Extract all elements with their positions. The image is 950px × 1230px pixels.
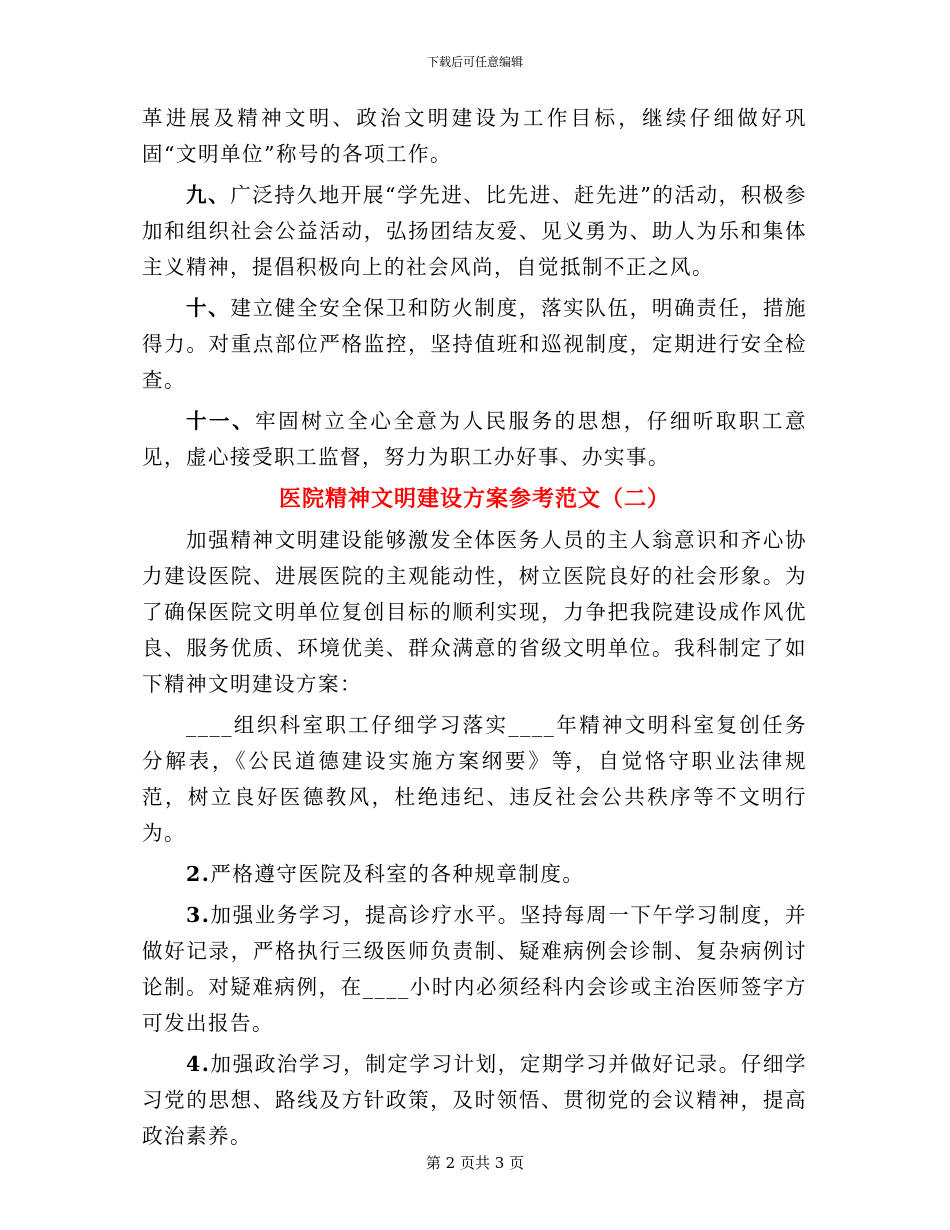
paragraph-item-3: [142, 897, 807, 1041]
paragraph-text: 牢固树立全心全意为人民服务的思想，仔细听取职工意见，虚心接受职工监督，努力为职工办好事、办实事。: [142, 409, 808, 469]
paragraph-text: 严格遵守医院及科室的各种规章制度。: [210, 862, 585, 886]
paragraph-text: 加强精神文明建设能够激发全体医务人员的主人翁意识和齐心协力建设医院、进展医院的主观能动性，树立医院良好的社会形象。为了确保医院文明单位复创目标的顺利实现，力争把我院建设成作风优良、服务优质、环境优美、群众满意的省级文明单位。我科制定了如下精神文明建设方案：: [142, 528, 807, 696]
paragraph-item-2: [142, 856, 807, 892]
item-number: 十、: [186, 296, 231, 320]
paragraph-intro: [142, 522, 807, 702]
item-number: 3.: [186, 903, 211, 927]
item-number: 4.: [186, 1052, 211, 1076]
paragraph-continuation: [142, 100, 807, 172]
paragraph-text: 广泛持久地开展“学先进、比先进、赶先进”的活动，积极参加和组织社会公益活动，弘扬团结友爱、见义勇为、助人为乐和集体主义精神，提倡积极向上的社会风尚，自觉抵制不正之风。: [142, 183, 807, 279]
document-body: [142, 100, 807, 1159]
paragraph-item-11: [142, 403, 807, 475]
item-number: 2.: [186, 862, 211, 886]
paragraph-text: 革进展及精神文明、政治文明建设为工作目标，继续仔细做好巩固“文明单位”称号的各项工作。: [142, 106, 807, 166]
page-header: 下载后可任意编辑: [426, 55, 523, 69]
paragraph-item-4: [142, 1046, 807, 1154]
paragraph-text: 加强政治学习，制定学习计划，定期学习并做好记录。仔细学习党的思想、路线及方针政策，及时领悟、贯彻党的会议精神，提高政治素养。: [142, 1052, 807, 1148]
paragraph-item-10: [142, 290, 807, 398]
item-number: 十一、: [186, 409, 256, 433]
paragraph-text: 加强业务学习，提高诊疗水平。坚持每周一下午学习制度，并做好记录，严格执行三级医师负责制、疑难病例会诊制、复杂病例讨论制。对疑难病例，在____小时内必须经科内会诊或主治医师签字方可发出报告。: [142, 903, 807, 1035]
paragraph-item-1: [142, 707, 807, 851]
paragraph-text: 建立健全安全保卫和防火制度，落实队伍，明确责任，措施得力。对重点部位严格监控，坚持值班和巡视制度，定期进行安全检查。: [142, 296, 808, 392]
section-title: 医院精神文明建设方案参考范文（二）: [278, 486, 670, 512]
page-footer: 第 2 页共 3 页: [425, 1154, 525, 1172]
paragraph-item-9: [142, 177, 807, 285]
item-number: 九、: [186, 183, 231, 207]
paragraph-text: ____组织科室职工仔细学习落实____年精神文明科室复创任务分解表，《公民道德建设实施方案纲要》等，自觉恪守职业法律规范，树立良好医德教风，杜绝违纪、违反社会公共秩序等不文明行为。: [142, 713, 807, 845]
